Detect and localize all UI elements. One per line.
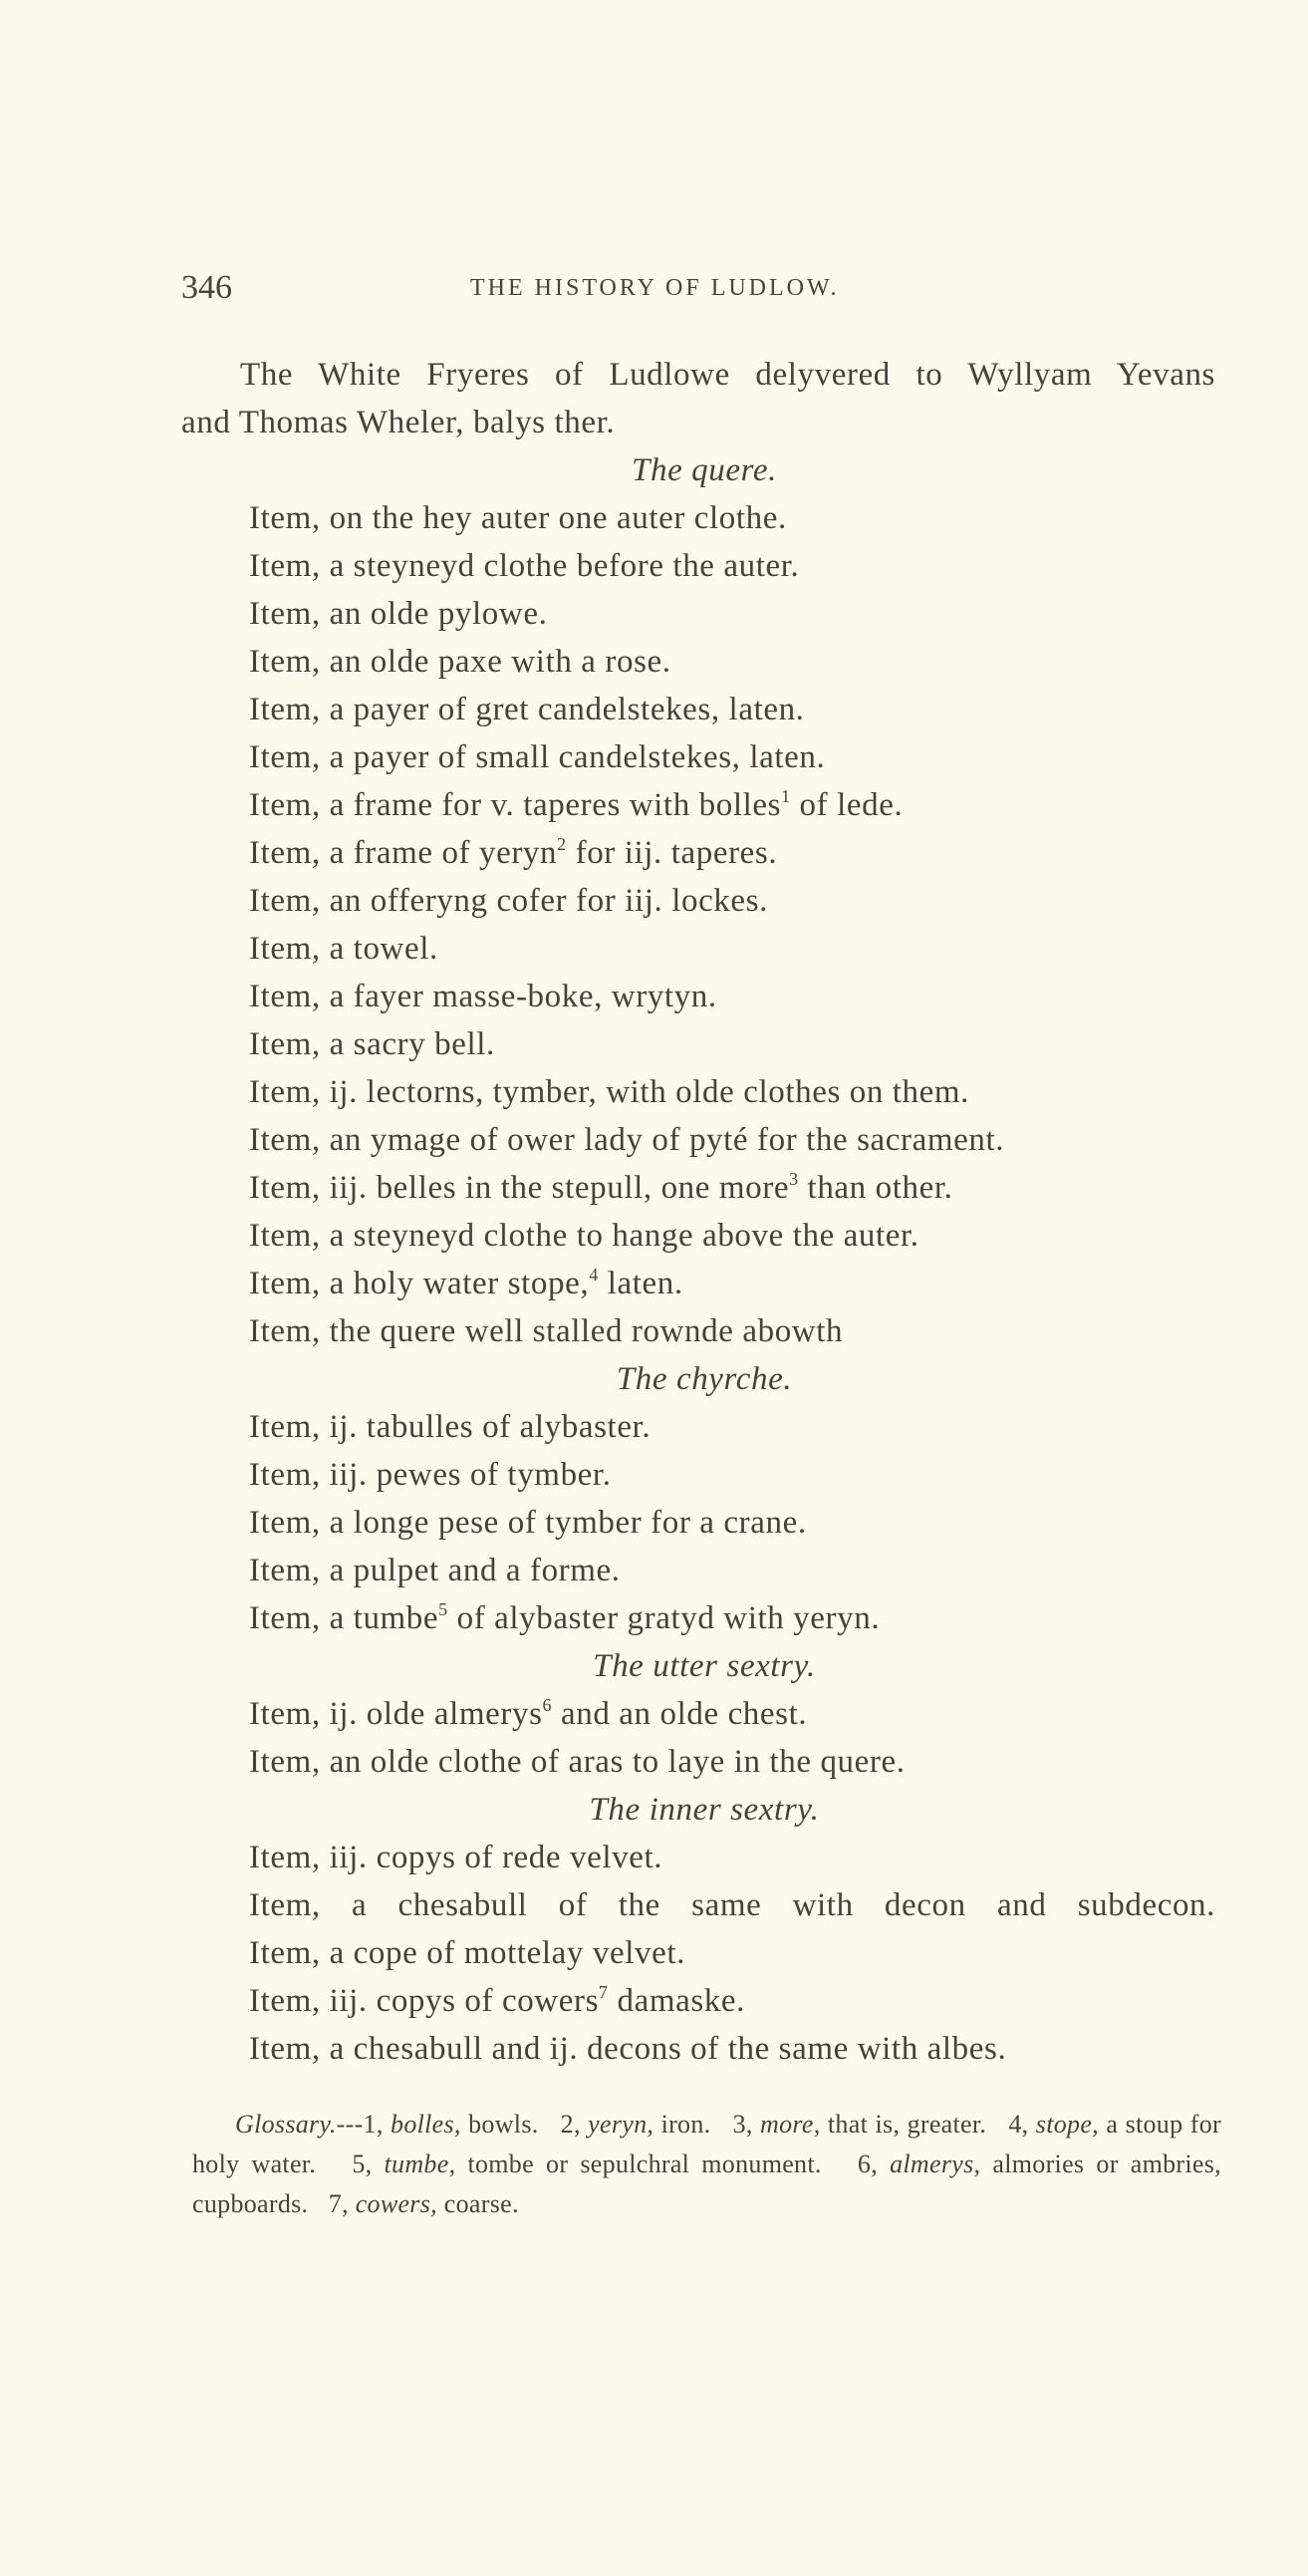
item-text: Item, a fayer masse-boke, wrytyn. [249, 979, 717, 1014]
footnote-marker: 1 [781, 786, 791, 806]
inventory-item [249, 638, 671, 686]
inventory-item [249, 877, 768, 925]
intro-line-2: and Thomas Wheler, balys ther. [181, 405, 616, 440]
intro-line-1: The White Fryeres of Ludlowe delyvered to Wyllyam Yevans [240, 357, 1215, 393]
section-heading: The inner sextry. [589, 1792, 820, 1828]
inventory-item [249, 1738, 906, 1786]
inventory-item [249, 1690, 807, 1738]
item-text: Item, iij. pewes of tymber. [249, 1457, 612, 1493]
glossary-entry [733, 2110, 987, 2139]
item-text: Item, ij. olde almerys [249, 1696, 543, 1732]
inventory-item [249, 1547, 621, 1594]
glossary-term: cowers, [355, 2189, 437, 2218]
inventory-item [249, 1499, 807, 1547]
glossary-term: yeryn, [588, 2110, 654, 2139]
item-text: Item, an offeryng cofer for iij. lockes. [249, 883, 768, 919]
footnote-marker: 6 [542, 1695, 553, 1715]
item-text: Item, a cope of mottelay velvet. [249, 1935, 685, 1971]
glossary-definition: bowls. [468, 2110, 539, 2139]
item-text: Item, a payer of gret candelstekes, laten. [249, 692, 805, 727]
glossary-number: 4, [1008, 2110, 1029, 2139]
glossary-term: more, [760, 2110, 821, 2139]
glossary-number: 3, [732, 2110, 753, 2139]
item-text: Item, on the hey auter one auter clothe. [249, 500, 787, 536]
inventory-item [249, 2025, 1006, 2073]
inventory-item [249, 925, 438, 973]
inventory-item [249, 1164, 952, 1212]
inventory-item [249, 1834, 662, 1881]
footnote-marker: 2 [557, 834, 567, 854]
glossary-label: Glossary. [235, 2110, 337, 2139]
inventory-item [249, 590, 547, 638]
item-text-rest: for iij. taperes. [566, 835, 778, 871]
item-text: Item, iij. copys of rede velvet. [249, 1840, 663, 1875]
item-text: Item, a steyneyd clothe to hange above the auter. [249, 1218, 919, 1254]
item-text: Item, a chesabull of the same with decon and subdecon. [249, 1887, 1215, 1923]
item-text: Item, an olde pylowe. [249, 596, 548, 632]
item-text-rest: damaske. [608, 1983, 745, 2019]
glossary-number: 5, [352, 2149, 373, 2178]
item-text: Item, an ymage of ower lady of pyté for the sacrament. [249, 1122, 1005, 1158]
inventory-item [249, 686, 805, 733]
item-text: Item, a frame for v. taperes with bolles [249, 787, 782, 823]
item-text: Item, a payer of small candelstekes, laten. [249, 739, 826, 775]
glossary-term: bolles, [391, 2110, 461, 2139]
inventory-item [249, 1403, 651, 1451]
item-text: Item, a steyneyd clothe before the auter. [249, 548, 800, 584]
inventory-item [249, 1260, 683, 1307]
item-text: Item, a chesabull and ij. decons of the same with albes. [249, 2031, 1007, 2067]
inventory-item [249, 1116, 1004, 1164]
glossary-term: stope, [1035, 2110, 1099, 2139]
glossary-number: 2, [560, 2110, 581, 2139]
inventory-item [249, 1451, 612, 1499]
glossary-definition: iron. [660, 2110, 711, 2139]
page-number: 346 [181, 269, 232, 306]
inventory-item [249, 1307, 843, 1355]
item-text: Item, a tumbe [249, 1600, 439, 1636]
item-text: Item, ij. lectorns, tymber, with olde clothes on them. [249, 1074, 970, 1110]
item-text-rest: of alybaster gratyd with yeryn. [447, 1600, 881, 1636]
inventory-item [249, 542, 799, 590]
inventory-item [249, 829, 777, 877]
item-text: Item, a pulpet and a forme. [249, 1553, 621, 1588]
section-heading: The utter sextry. [593, 1648, 816, 1684]
glossary-definition: tombe or sepulchral monument. [467, 2149, 822, 2178]
item-text-rest: and an olde chest. [552, 1696, 808, 1732]
inventory-item [249, 1881, 1215, 1929]
item-text: Item, a frame of yeryn [249, 835, 558, 871]
inventory-item [249, 1929, 685, 1977]
item-text-rest: of lede. [790, 787, 904, 823]
glossary-entry [364, 2110, 539, 2139]
item-text: Item, the quere well stalled rownde abowth [249, 1313, 844, 1349]
footnote-marker: 3 [789, 1169, 799, 1189]
item-text: Item, a longe pese of tymber for a crane. [249, 1505, 807, 1541]
glossary-number: 6, [857, 2149, 879, 2178]
item-text: Item, an olde clothe of aras to laye in the quere. [249, 1744, 906, 1780]
inventory-item [249, 781, 903, 829]
glossary-entry [329, 2189, 519, 2218]
item-text-rest: than other. [798, 1170, 953, 1206]
inventory-item [249, 1212, 919, 1260]
item-text-rest: laten. [598, 1266, 683, 1301]
item-text: Item, ij. tabulles of alybaster. [249, 1409, 652, 1445]
inventory-item [249, 733, 825, 781]
item-text: Item, a holy water stope, [249, 1266, 590, 1301]
footnote-marker: 5 [438, 1599, 448, 1619]
glossary [192, 2105, 1221, 2224]
item-text: Item, an olde paxe with a rose. [249, 644, 671, 680]
inventory-item [249, 973, 717, 1020]
item-text: Item, a towel. [249, 931, 438, 967]
item-text: Item, iij. belles in the stepull, one more [249, 1170, 790, 1206]
section-heading: The chyrche. [616, 1361, 793, 1397]
glossary-entry [561, 2110, 711, 2139]
glossary-definition: that is, greater. [827, 2110, 987, 2139]
footnote-marker: 4 [589, 1265, 599, 1285]
inventory-item [249, 1068, 969, 1116]
glossary-entry [352, 2149, 821, 2178]
glossary-term: almerys, [890, 2149, 981, 2178]
item-text: Item, iij. copys of cowers [249, 1983, 600, 2019]
inventory-item [249, 1020, 495, 1068]
inventory-item [249, 494, 787, 542]
glossary-definition: coarse. [443, 2189, 519, 2218]
glossary-term: tumbe, [384, 2149, 456, 2178]
running-header [181, 267, 1217, 309]
glossary-number: 1, [363, 2110, 384, 2139]
inventory-item [249, 1977, 745, 2025]
running-title: THE HISTORY OF LUDLOW. [470, 275, 840, 301]
footnote-marker: 7 [599, 1982, 609, 2002]
section-heading: The quere. [632, 452, 777, 488]
item-text: Item, a sacry bell. [249, 1026, 495, 1062]
glossary-definition: almories or ambries, cupboards. [192, 2149, 1221, 2218]
glossary-number: 7, [328, 2189, 349, 2218]
inventory-item [249, 1594, 880, 1642]
glossary-definition: a stoup for holy water. [192, 2110, 1221, 2178]
glossary-dash: --- [336, 2110, 364, 2139]
